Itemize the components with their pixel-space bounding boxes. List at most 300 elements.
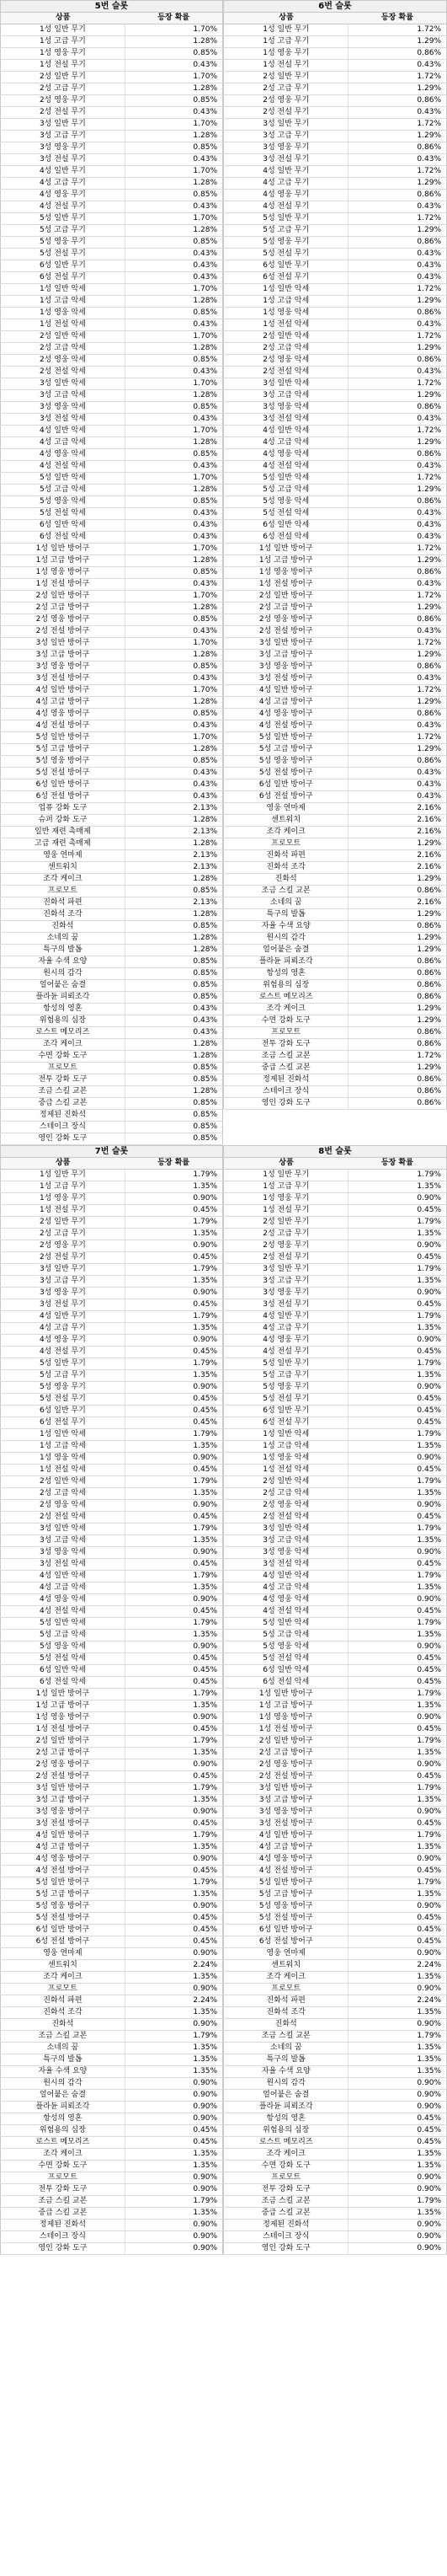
table-row bbox=[1, 1027, 223, 1039]
table-row bbox=[224, 308, 447, 319]
table-row bbox=[224, 650, 447, 661]
item-probability: 0.45% bbox=[125, 1417, 222, 1429]
table-row bbox=[1, 1264, 223, 1276]
item-name: 센트워치 bbox=[1, 862, 125, 874]
item-probability: 0.43% bbox=[125, 60, 222, 72]
item-probability: 0.86% bbox=[349, 355, 447, 367]
table-row bbox=[224, 791, 447, 803]
table-row bbox=[1, 249, 223, 260]
item-name: 자율 수색 요양 bbox=[1, 956, 125, 968]
item-probability: 1.35% bbox=[125, 1583, 222, 1594]
table-row bbox=[224, 555, 447, 567]
item-name: 2성 일반 무기 bbox=[1, 72, 125, 83]
item-name: 6성 전설 무기 bbox=[1, 1417, 125, 1429]
item-name: 5성 고급 무기 bbox=[1, 225, 125, 237]
table-row bbox=[224, 2031, 447, 2043]
item-probability: 1.70% bbox=[125, 544, 222, 555]
item-probability: 0.43% bbox=[125, 367, 222, 378]
table-row bbox=[1, 1429, 223, 1441]
item-name: 4성 영웅 악세 bbox=[1, 449, 125, 461]
item-name: 3성 고급 무기 bbox=[1, 1276, 125, 1288]
item-probability: 1.35% bbox=[349, 1889, 447, 1901]
item-name: 조각 케이크 bbox=[1, 1039, 125, 1051]
table-row bbox=[1, 378, 223, 390]
table-row bbox=[224, 1594, 447, 1606]
item-name: 전투 강화 도구 bbox=[1, 1074, 125, 1086]
table-row bbox=[1, 1712, 223, 1724]
item-name: 4성 일반 악세 bbox=[224, 1571, 349, 1583]
item-probability: 0.86% bbox=[349, 95, 447, 107]
table-row bbox=[224, 355, 447, 367]
table-row bbox=[1, 1677, 223, 1689]
table-row bbox=[1, 95, 223, 107]
item-name: 2성 일반 악세 bbox=[1, 331, 125, 343]
item-probability: 0.90% bbox=[125, 1807, 222, 1818]
item-probability: 1.79% bbox=[125, 1476, 222, 1488]
item-probability: 1.35% bbox=[349, 2161, 447, 2172]
item-name: 1성 고급 방어구 bbox=[1, 555, 125, 567]
item-probability: 0.85% bbox=[125, 992, 222, 1004]
item-name: 6성 전설 방어구 bbox=[224, 1936, 349, 1948]
item-probability: 2.24% bbox=[125, 1995, 222, 2007]
table-row bbox=[224, 921, 447, 933]
item-name: 5성 일반 방어구 bbox=[224, 732, 349, 744]
table-row bbox=[224, 827, 447, 838]
item-name: 로스트 메모리즈 bbox=[1, 1027, 125, 1039]
item-name: 조금 스킬 교본 bbox=[224, 886, 349, 897]
item-name: 원시의 감각 bbox=[224, 2078, 349, 2090]
item-name: 1성 일반 방어구 bbox=[224, 1689, 349, 1700]
item-name: 조금 스킬 교본 bbox=[1, 2031, 125, 2043]
item-name: 프로모트 bbox=[224, 838, 349, 850]
item-probability: 0.86% bbox=[349, 1086, 447, 1098]
table-row bbox=[1, 367, 223, 378]
table-row bbox=[224, 1877, 447, 1889]
item-name: 소네의 꿈 bbox=[224, 897, 349, 909]
item-probability: 1.35% bbox=[125, 2007, 222, 2019]
item-probability: 0.85% bbox=[125, 614, 222, 626]
item-probability: 0.90% bbox=[125, 2243, 222, 2255]
table-row bbox=[224, 638, 447, 650]
item-probability: 0.85% bbox=[125, 1098, 222, 1110]
item-probability: 0.85% bbox=[125, 237, 222, 249]
table-row bbox=[1, 2125, 223, 2137]
item-probability: 0.90% bbox=[349, 1901, 447, 1913]
table-row bbox=[224, 107, 447, 119]
table-row bbox=[1, 178, 223, 190]
item-name: 1성 영웅 무기 bbox=[1, 1193, 125, 1205]
table-row bbox=[224, 945, 447, 956]
item-name: 2성 일반 방어구 bbox=[224, 1736, 349, 1748]
item-probability: 0.43% bbox=[349, 626, 447, 638]
table-row bbox=[224, 1724, 447, 1736]
table-row bbox=[224, 1606, 447, 1618]
table-row bbox=[224, 1205, 447, 1217]
item-probability: 1.79% bbox=[349, 1358, 447, 1370]
item-name: 위험용의 심장 bbox=[1, 1015, 125, 1027]
table-row bbox=[1, 1795, 223, 1807]
item-name: 2성 영웅 악세 bbox=[224, 1500, 349, 1512]
item-probability: 1.29% bbox=[349, 874, 447, 886]
item-name: 영웅 연마제 bbox=[1, 1948, 125, 1960]
item-name: 2성 전설 방어구 bbox=[1, 1771, 125, 1783]
item-probability: 0.85% bbox=[125, 95, 222, 107]
item-name: 5성 영웅 방어구 bbox=[224, 1901, 349, 1913]
item-probability: 0.86% bbox=[349, 567, 447, 579]
table-row bbox=[224, 60, 447, 72]
item-name: 5성 고급 무기 bbox=[1, 1370, 125, 1382]
item-name: 2성 고급 방어구 bbox=[224, 602, 349, 614]
item-name: 중급 스킬 교본 bbox=[1, 2208, 125, 2220]
item-probability: 0.45% bbox=[125, 1724, 222, 1736]
item-name: 2성 전설 악세 bbox=[224, 367, 349, 378]
item-probability: 1.72% bbox=[349, 213, 447, 225]
item-name: 3성 영웅 무기 bbox=[224, 1288, 349, 1299]
item-probability: 2.16% bbox=[349, 803, 447, 815]
item-name: 항성의 영혼 bbox=[1, 1004, 125, 1015]
item-name: 4성 일반 악세 bbox=[1, 1571, 125, 1583]
item-name: 1성 영웅 무기 bbox=[224, 48, 349, 60]
item-probability: 0.43% bbox=[125, 414, 222, 426]
item-probability: 0.90% bbox=[349, 1500, 447, 1512]
item-name: 5성 고급 방어구 bbox=[224, 1889, 349, 1901]
table-row bbox=[224, 626, 447, 638]
table-row bbox=[1, 1323, 223, 1335]
item-probability: 1.35% bbox=[349, 1276, 447, 1288]
item-probability: 1.70% bbox=[125, 72, 222, 83]
item-probability: 1.29% bbox=[349, 909, 447, 921]
item-probability: 1.35% bbox=[349, 1583, 447, 1594]
item-name: 4성 영웅 무기 bbox=[1, 1335, 125, 1347]
table-row bbox=[1, 1984, 223, 1995]
item-probability: 1.79% bbox=[349, 1524, 447, 1535]
table-row bbox=[1, 1039, 223, 1051]
item-name: 프로모트 bbox=[1, 1984, 125, 1995]
table-row bbox=[1, 83, 223, 95]
item-name: 4성 일반 무기 bbox=[224, 166, 349, 178]
item-name: 5성 전설 방어구 bbox=[1, 1913, 125, 1925]
item-name: 4성 고급 악세 bbox=[1, 1583, 125, 1594]
item-probability: 1.79% bbox=[125, 1736, 222, 1748]
table-row bbox=[1, 343, 223, 355]
table-row bbox=[224, 1748, 447, 1759]
item-name: 진화석 bbox=[1, 921, 125, 933]
table-row bbox=[224, 673, 447, 685]
item-probability: 1.70% bbox=[125, 331, 222, 343]
table-row bbox=[224, 1051, 447, 1063]
item-probability: 1.79% bbox=[125, 1877, 222, 1889]
item-name: 1성 고급 악세 bbox=[224, 1441, 349, 1453]
item-name: 3성 전설 무기 bbox=[1, 1299, 125, 1311]
item-probability: 1.79% bbox=[349, 1783, 447, 1795]
item-name: 자율 수색 요양 bbox=[224, 921, 349, 933]
item-name: 1성 고급 방어구 bbox=[1, 1700, 125, 1712]
item-probability: 1.35% bbox=[125, 1229, 222, 1240]
item-probability: 1.35% bbox=[125, 1535, 222, 1547]
table-row bbox=[1, 968, 223, 980]
item-name: 1성 전설 방어구 bbox=[1, 1724, 125, 1736]
item-name: 센트워치 bbox=[224, 1960, 349, 1972]
item-name: 1성 고급 악세 bbox=[1, 1441, 125, 1453]
table-row bbox=[224, 1027, 447, 1039]
item-probability: 1.28% bbox=[125, 838, 222, 850]
item-probability: 0.45% bbox=[349, 1925, 447, 1936]
table-row bbox=[224, 449, 447, 461]
item-probability: 0.45% bbox=[349, 1299, 447, 1311]
table-row bbox=[1, 591, 223, 602]
item-probability: 0.45% bbox=[349, 2137, 447, 2149]
table-row bbox=[224, 2220, 447, 2231]
table-row bbox=[224, 2066, 447, 2078]
item-probability: 1.35% bbox=[349, 1535, 447, 1547]
item-name: 5성 고급 무기 bbox=[224, 1370, 349, 1382]
item-name: 4성 일반 방어구 bbox=[224, 685, 349, 697]
item-name: 4성 일반 무기 bbox=[224, 1311, 349, 1323]
item-name: 2성 영웅 악세 bbox=[224, 355, 349, 367]
item-probability: 1.28% bbox=[125, 178, 222, 190]
table-row bbox=[224, 815, 447, 827]
item-name: 4성 고급 무기 bbox=[1, 178, 125, 190]
table-row bbox=[1, 1170, 223, 1181]
item-probability: 2.16% bbox=[349, 815, 447, 827]
item-probability: 1.28% bbox=[125, 1039, 222, 1051]
table-row bbox=[224, 1429, 447, 1441]
table-row bbox=[224, 744, 447, 756]
item-probability: 1.35% bbox=[125, 2161, 222, 2172]
item-name: 5성 일반 악세 bbox=[224, 1618, 349, 1630]
table-row bbox=[224, 992, 447, 1004]
item-name: 4성 전설 무기 bbox=[224, 1347, 349, 1358]
item-name: 전투 강화 도구 bbox=[1, 2184, 125, 2196]
table-row bbox=[1, 260, 223, 272]
item-name: 2성 전설 방어구 bbox=[1, 626, 125, 638]
item-name: 2성 전설 무기 bbox=[224, 1252, 349, 1264]
table-row bbox=[224, 237, 447, 249]
item-probability: 1.29% bbox=[349, 1004, 447, 1015]
item-probability: 1.70% bbox=[125, 119, 222, 131]
table-row bbox=[224, 874, 447, 886]
item-probability: 0.85% bbox=[125, 1122, 222, 1133]
item-probability: 0.86% bbox=[349, 968, 447, 980]
item-probability: 0.45% bbox=[125, 1936, 222, 1948]
item-name: 1성 영웅 악세 bbox=[1, 1453, 125, 1465]
table-row bbox=[224, 2102, 447, 2113]
item-probability: 1.79% bbox=[125, 1358, 222, 1370]
table-row bbox=[224, 1311, 447, 1323]
item-probability: 1.35% bbox=[125, 1441, 222, 1453]
table-row bbox=[1, 756, 223, 768]
item-probability: 0.90% bbox=[125, 2172, 222, 2184]
table-row bbox=[224, 508, 447, 520]
table-row bbox=[1, 720, 223, 732]
item-probability: 0.90% bbox=[349, 2231, 447, 2243]
item-name: 1성 전설 무기 bbox=[1, 60, 125, 72]
table-row bbox=[224, 1913, 447, 1925]
table-row bbox=[1, 237, 223, 249]
item-name: 영웅 연마제 bbox=[224, 1948, 349, 1960]
item-name: 3성 고급 방어구 bbox=[224, 1795, 349, 1807]
item-name: 6성 전설 방어구 bbox=[1, 791, 125, 803]
item-name: 3성 영웅 방어구 bbox=[1, 661, 125, 673]
table-row bbox=[224, 850, 447, 862]
item-name: 4성 일반 방어구 bbox=[1, 1830, 125, 1842]
table-row bbox=[224, 1004, 447, 1015]
item-probability: 0.90% bbox=[349, 2243, 447, 2255]
item-name: 5성 일반 방어구 bbox=[1, 1877, 125, 1889]
item-probability: 0.86% bbox=[349, 402, 447, 414]
table-row bbox=[1, 284, 223, 296]
table-row bbox=[224, 2090, 447, 2102]
item-name: 6성 일반 악세 bbox=[1, 1665, 125, 1677]
item-name: 플라듄 피뢰조각 bbox=[1, 992, 125, 1004]
item-name: 2성 일반 악세 bbox=[1, 1476, 125, 1488]
item-name: 조각 케이크 bbox=[1, 1972, 125, 1984]
item-name: 4성 영웅 악세 bbox=[224, 449, 349, 461]
item-probability: 0.90% bbox=[349, 2019, 447, 2031]
probability-column-header: 등장 확률 bbox=[349, 13, 447, 24]
item-probability: 1.70% bbox=[125, 638, 222, 650]
item-probability: 1.79% bbox=[349, 1830, 447, 1842]
item-name: 4성 고급 악세 bbox=[224, 437, 349, 449]
table-row bbox=[1, 2172, 223, 2184]
table-row bbox=[224, 1500, 447, 1512]
item-name: 2성 영웅 무기 bbox=[1, 1240, 125, 1252]
table-row bbox=[224, 1039, 447, 1051]
table-row bbox=[1, 496, 223, 508]
item-name: 진화석 bbox=[224, 874, 349, 886]
item-probability: 0.86% bbox=[349, 980, 447, 992]
item-probability: 1.35% bbox=[125, 1795, 222, 1807]
table-row bbox=[224, 1866, 447, 1877]
item-name: 2성 고급 무기 bbox=[1, 1229, 125, 1240]
item-name: 프로모트 bbox=[224, 1984, 349, 1995]
item-name: 3성 고급 악세 bbox=[224, 390, 349, 402]
table-row bbox=[224, 1476, 447, 1488]
item-probability: 0.43% bbox=[125, 779, 222, 791]
item-name: 4성 영웅 악세 bbox=[1, 1594, 125, 1606]
item-name: 3성 일반 악세 bbox=[224, 1524, 349, 1535]
table-row bbox=[1, 1122, 223, 1133]
table-row bbox=[1, 473, 223, 485]
item-probability: 0.43% bbox=[125, 1004, 222, 1015]
table-row bbox=[224, 36, 447, 48]
item-name: 조금 스킬 교본 bbox=[224, 2031, 349, 2043]
item-probability: 0.90% bbox=[125, 1641, 222, 1653]
item-name: 중급 스킬 교본 bbox=[224, 1063, 349, 1074]
table-row bbox=[224, 1736, 447, 1748]
item-name: 4성 일반 무기 bbox=[1, 1311, 125, 1323]
slot-title: 8번 슬롯 bbox=[224, 1146, 447, 1158]
table-row bbox=[224, 1488, 447, 1500]
item-name: 3성 전설 무기 bbox=[224, 1299, 349, 1311]
item-probability: 1.35% bbox=[125, 2149, 222, 2161]
table-row bbox=[1, 815, 223, 827]
item-name: 3성 영웅 무기 bbox=[1, 1288, 125, 1299]
table-row bbox=[224, 2019, 447, 2031]
slot-panel-8 bbox=[223, 1145, 447, 2255]
table-row bbox=[1, 1830, 223, 1842]
table-row bbox=[224, 1264, 447, 1276]
item-probability: 0.45% bbox=[349, 1205, 447, 1217]
item-name: 5성 영웅 악세 bbox=[224, 1641, 349, 1653]
item-probability: 0.45% bbox=[349, 1406, 447, 1417]
item-probability: 0.43% bbox=[125, 201, 222, 213]
item-probability: 1.79% bbox=[125, 1311, 222, 1323]
table-row bbox=[1, 142, 223, 154]
item-probability: 0.85% bbox=[125, 355, 222, 367]
item-name: 6성 전설 무기 bbox=[1, 272, 125, 284]
item-probability: 0.90% bbox=[125, 1547, 222, 1559]
item-probability: 1.28% bbox=[125, 815, 222, 827]
table-row bbox=[1, 1382, 223, 1394]
table-row bbox=[224, 1074, 447, 1086]
item-probability: 1.72% bbox=[349, 1051, 447, 1063]
item-name: 조각 케이크 bbox=[224, 1972, 349, 1984]
table-row bbox=[224, 131, 447, 142]
item-name: 5성 일반 악세 bbox=[224, 473, 349, 485]
item-name: 위험용의 심장 bbox=[224, 2125, 349, 2137]
item-probability: 0.45% bbox=[349, 1394, 447, 1406]
item-probability: 0.45% bbox=[125, 1653, 222, 1665]
item-name: 6성 일반 방어구 bbox=[1, 1925, 125, 1936]
item-name: 스테이크 장식 bbox=[224, 1086, 349, 1098]
item-probability: 1.35% bbox=[125, 1972, 222, 1984]
item-probability: 0.45% bbox=[125, 1866, 222, 1877]
item-name: 1성 일반 방어구 bbox=[224, 544, 349, 555]
item-probability: 0.86% bbox=[349, 956, 447, 968]
item-probability: 1.72% bbox=[349, 166, 447, 178]
table-row bbox=[1, 131, 223, 142]
table-row bbox=[1, 449, 223, 461]
table-row bbox=[1, 909, 223, 921]
item-name: 2성 전설 무기 bbox=[1, 107, 125, 119]
table-row bbox=[224, 260, 447, 272]
item-probability: 0.43% bbox=[349, 579, 447, 591]
item-probability: 1.35% bbox=[349, 1323, 447, 1335]
table-row bbox=[224, 2172, 447, 2184]
table-row bbox=[224, 1406, 447, 1417]
item-probability: 1.28% bbox=[125, 485, 222, 496]
table-row bbox=[224, 178, 447, 190]
item-name: 2성 영웅 무기 bbox=[224, 95, 349, 107]
item-probability: 1.35% bbox=[349, 1700, 447, 1712]
item-name: 3성 고급 무기 bbox=[1, 131, 125, 142]
item-probability: 0.86% bbox=[349, 496, 447, 508]
table-row bbox=[224, 1583, 447, 1594]
item-probability: 0.45% bbox=[125, 1347, 222, 1358]
item-probability: 1.29% bbox=[349, 437, 447, 449]
table-row bbox=[1, 201, 223, 213]
item-name: 6성 전설 무기 bbox=[224, 272, 349, 284]
item-probability: 1.29% bbox=[349, 697, 447, 709]
table-row bbox=[1, 614, 223, 626]
item-name: 진화석 파편 bbox=[224, 1995, 349, 2007]
table-row bbox=[1, 1948, 223, 1960]
table-row bbox=[1, 355, 223, 367]
item-probability: 0.45% bbox=[349, 1866, 447, 1877]
table-row bbox=[1, 1086, 223, 1098]
item-probability: 0.43% bbox=[349, 768, 447, 779]
item-probability: 1.29% bbox=[349, 555, 447, 567]
item-probability: 0.90% bbox=[349, 1594, 447, 1606]
item-probability: 1.29% bbox=[349, 36, 447, 48]
item-name: 2성 전설 방어구 bbox=[224, 626, 349, 638]
item-probability: 0.43% bbox=[125, 673, 222, 685]
slot-rows bbox=[1, 24, 223, 1145]
table-row bbox=[1, 485, 223, 496]
item-probability: 0.86% bbox=[349, 1098, 447, 1110]
table-row bbox=[224, 319, 447, 331]
